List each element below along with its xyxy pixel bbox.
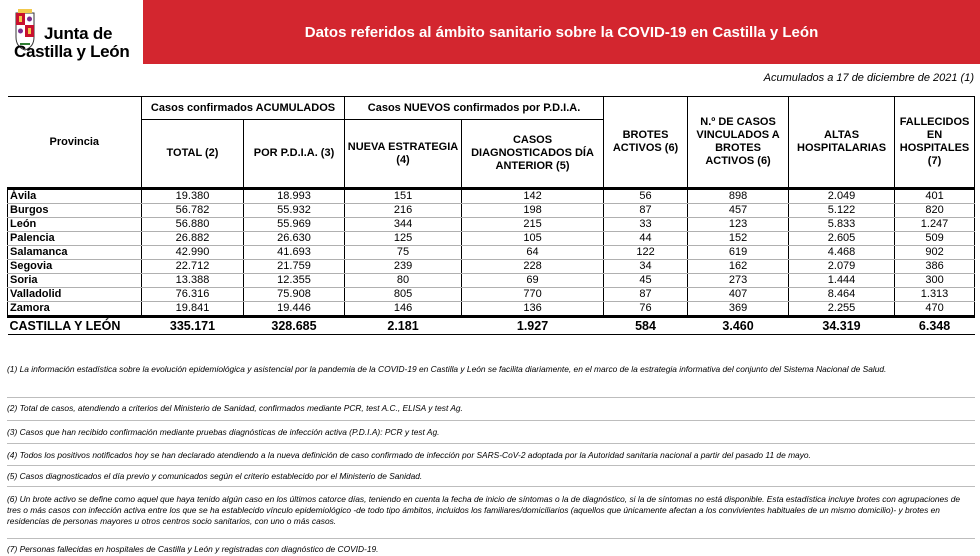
cell-pdia: 21.759: [244, 260, 345, 274]
table-row: [8, 302, 975, 317]
cell-nueva: 146: [345, 302, 462, 317]
cell-total: 335.171: [142, 317, 244, 335]
divider: [7, 538, 975, 539]
cell-brotes: 76: [604, 302, 688, 317]
cell-casos-dia: 215: [462, 218, 604, 232]
cell-vinculados: 457: [688, 204, 789, 218]
cell-nueva: 80: [345, 274, 462, 288]
cell-casos-dia: 142: [462, 189, 604, 204]
header-total: TOTAL (2): [142, 120, 244, 189]
cell-total: 22.712: [142, 260, 244, 274]
cell-pdia: 12.355: [244, 274, 345, 288]
cell-altas: 2.049: [789, 189, 895, 204]
cell-total: 56.782: [142, 204, 244, 218]
banner-title: Datos referidos al ámbito sanitario sobre la COVID-19 en Castilla y León: [304, 23, 819, 41]
cell-fallecidos: 1.247: [895, 218, 975, 232]
cell-brotes: 584: [604, 317, 688, 335]
cell-pdia: 75.908: [244, 288, 345, 302]
cell-pdia: 328.685: [244, 317, 345, 335]
cell-nueva: 344: [345, 218, 462, 232]
cell-vinculados: 123: [688, 218, 789, 232]
title-banner: [143, 0, 980, 64]
cell-provincia: Segovia: [8, 260, 142, 274]
cell-total: 42.990: [142, 246, 244, 260]
cell-casos-dia: 228: [462, 260, 604, 274]
cell-vinculados: 898: [688, 189, 789, 204]
divider: [7, 486, 975, 487]
cell-total: 26.882: [142, 232, 244, 246]
footnote-5: (5) Casos diagnosticados el día previo y comunicados según el criterio establecido por el Ministerio de Sanidad.: [7, 471, 423, 481]
cell-vinculados: 162: [688, 260, 789, 274]
cell-altas: 1.444: [789, 274, 895, 288]
cell-fallecidos: 6.348: [895, 317, 975, 335]
cell-casos-dia: 105: [462, 232, 604, 246]
cell-altas: 34.319: [789, 317, 895, 335]
header-group-nuevos: Casos NUEVOS confirmados por P.D.I.A.: [345, 97, 604, 120]
footnote-1: (1) La información estadística sobre la evolución epidemiológica y asistencial por la pandemia de la COVID-19 en Castilla y León se facilita diariamente, en el marco de la estrategia informativa del conjunto del Sistema Nacional de Salud.: [7, 364, 887, 374]
cell-vinculados: 273: [688, 274, 789, 288]
cell-brotes: 45: [604, 274, 688, 288]
cell-altas: 4.468: [789, 246, 895, 260]
header-brotes: BROTES ACTIVOS (6): [604, 97, 688, 189]
cell-brotes: 122: [604, 246, 688, 260]
table-row: [8, 274, 975, 288]
cell-provincia: Salamanca: [8, 246, 142, 260]
cell-vinculados: 152: [688, 232, 789, 246]
cell-fallecidos: 401: [895, 189, 975, 204]
cell-casos-dia: 69: [462, 274, 604, 288]
cell-pdia: 19.446: [244, 302, 345, 317]
table-row: [8, 288, 975, 302]
footnote-2: (2) Total de casos, atendiendo a criterios del Ministerio de Sanidad, confirmados mediante PCR, test A.C., ELISA y test Ag.: [7, 403, 463, 413]
cell-casos-dia: 64: [462, 246, 604, 260]
cell-altas: 2.255: [789, 302, 895, 317]
cell-fallecidos: 1.313: [895, 288, 975, 302]
cell-total: 13.388: [142, 274, 244, 288]
cell-vinculados: 3.460: [688, 317, 789, 335]
header-altas: ALTAS HOSPITALARIAS: [789, 97, 895, 189]
cell-altas: 5.122: [789, 204, 895, 218]
cell-nueva: 216: [345, 204, 462, 218]
table-row: [8, 204, 975, 218]
cell-provincia: Soria: [8, 274, 142, 288]
cell-vinculados: 619: [688, 246, 789, 260]
cell-nueva: 239: [345, 260, 462, 274]
cell-fallecidos: 902: [895, 246, 975, 260]
cell-brotes: 87: [604, 204, 688, 218]
cell-pdia: 41.693: [244, 246, 345, 260]
cell-fallecidos: 300: [895, 274, 975, 288]
header-pdia: POR P.D.I.A. (3): [244, 120, 345, 189]
cell-nueva: 125: [345, 232, 462, 246]
cell-altas: 8.464: [789, 288, 895, 302]
cell-provincia: Zamora: [8, 302, 142, 317]
cell-nueva: 2.181: [345, 317, 462, 335]
footnote-3: (3) Casos que han recibido confirmación mediante pruebas diagnósticas de infección activa (P.D.I.A): PCR y test Ag.: [7, 427, 440, 437]
cell-pdia: 18.993: [244, 189, 345, 204]
cell-brotes: 34: [604, 260, 688, 274]
cell-vinculados: 407: [688, 288, 789, 302]
cell-nueva: 151: [345, 189, 462, 204]
cell-fallecidos: 386: [895, 260, 975, 274]
cell-pdia: 55.969: [244, 218, 345, 232]
cell-casos-dia: 136: [462, 302, 604, 317]
cell-altas: 2.079: [789, 260, 895, 274]
header-provincia: Provincia: [8, 97, 142, 189]
cell-total: 19.380: [142, 189, 244, 204]
table-row: [8, 218, 975, 232]
cell-brotes: 87: [604, 288, 688, 302]
divider: [7, 465, 975, 466]
cell-pdia: 26.630: [244, 232, 345, 246]
header-fallecidos: FALLECIDOS EN HOSPITALES (7): [895, 97, 975, 189]
cell-brotes: 44: [604, 232, 688, 246]
cell-nueva: 805: [345, 288, 462, 302]
divider: [7, 420, 975, 421]
cell-total: 19.841: [142, 302, 244, 317]
report-date: Acumulados a 17 de diciembre de 2021 (1): [763, 72, 974, 84]
total-row: [8, 317, 975, 335]
cell-brotes: 56: [604, 189, 688, 204]
table-row: [8, 246, 975, 260]
cell-fallecidos: 470: [895, 302, 975, 317]
footnote-4: (4) Todos los positivos notificados hoy se han declarado atendiendo a la nueva definición de caso confirmado de infección por SARS-CoV-2 adoptada por la Autoridad sanitaria nacional a partir del pasado 11 de mayo.: [7, 450, 811, 460]
table-row: [8, 260, 975, 274]
covid-data-table: [7, 96, 975, 335]
logo-text-line2: Castilla y León: [14, 42, 130, 61]
cell-vinculados: 369: [688, 302, 789, 317]
table-row: [8, 232, 975, 246]
footnote-7: (7) Personas fallecidas en hospitales de Castilla y León y registradas con diagnóstico de COVID-19.: [7, 544, 379, 554]
table-row: [8, 189, 975, 204]
header-casos-dia-anterior: CASOS DIAGNOSTICADOS DÍA ANTERIOR (5): [462, 120, 604, 189]
cell-total: 56.880: [142, 218, 244, 232]
cell-altas: 2.605: [789, 232, 895, 246]
cell-fallecidos: 820: [895, 204, 975, 218]
cell-brotes: 33: [604, 218, 688, 232]
junta-logo: [8, 5, 130, 61]
cell-total-label: CASTILLA Y LEÓN: [8, 317, 142, 335]
cell-casos-dia: 1.927: [462, 317, 604, 335]
cell-altas: 5.833: [789, 218, 895, 232]
cell-casos-dia: 770: [462, 288, 604, 302]
cell-pdia: 55.932: [244, 204, 345, 218]
cell-nueva: 75: [345, 246, 462, 260]
header-group-acumulados: Casos confirmados ACUMULADOS: [142, 97, 345, 120]
cell-casos-dia: 198: [462, 204, 604, 218]
cell-fallecidos: 509: [895, 232, 975, 246]
header-nueva-estrategia: NUEVA ESTRATEGIA (4): [345, 120, 462, 189]
cell-provincia: León: [8, 218, 142, 232]
cell-provincia: Burgos: [8, 204, 142, 218]
footnote-6: (6) Un brote activo se define como aquel que haya tenido algún caso en los últimos catorce días, teniendo en cuenta la fecha de inicio de síntomas o la de diagnóstico, si la de síntomas no está disponible. Esta estadística incluye brotes con agrupaciones de tres o más casos con infección activa entre los que se ha establecido vínculo epidemiológico -de todo tipo ámbitos, incluidos los familiares/domiciliarios (aquellos que únicamente afectan a los convivientes habituales de un mismo domicilio)- y brotes en residencias de personas mayores u otros centros socio sanitarios, con uno o más casos.: [7, 494, 961, 526]
header-vinculados: N.º DE CASOS VINCULADOS A BROTES ACTIVOS (6): [688, 97, 789, 189]
logo-text-line1: Junta de: [44, 24, 113, 43]
cell-provincia: Valladolid: [8, 288, 142, 302]
cell-total: 76.316: [142, 288, 244, 302]
divider: [7, 397, 975, 398]
cell-provincia: Palencia: [8, 232, 142, 246]
divider: [7, 443, 975, 444]
cell-provincia: Ávila: [8, 189, 142, 204]
